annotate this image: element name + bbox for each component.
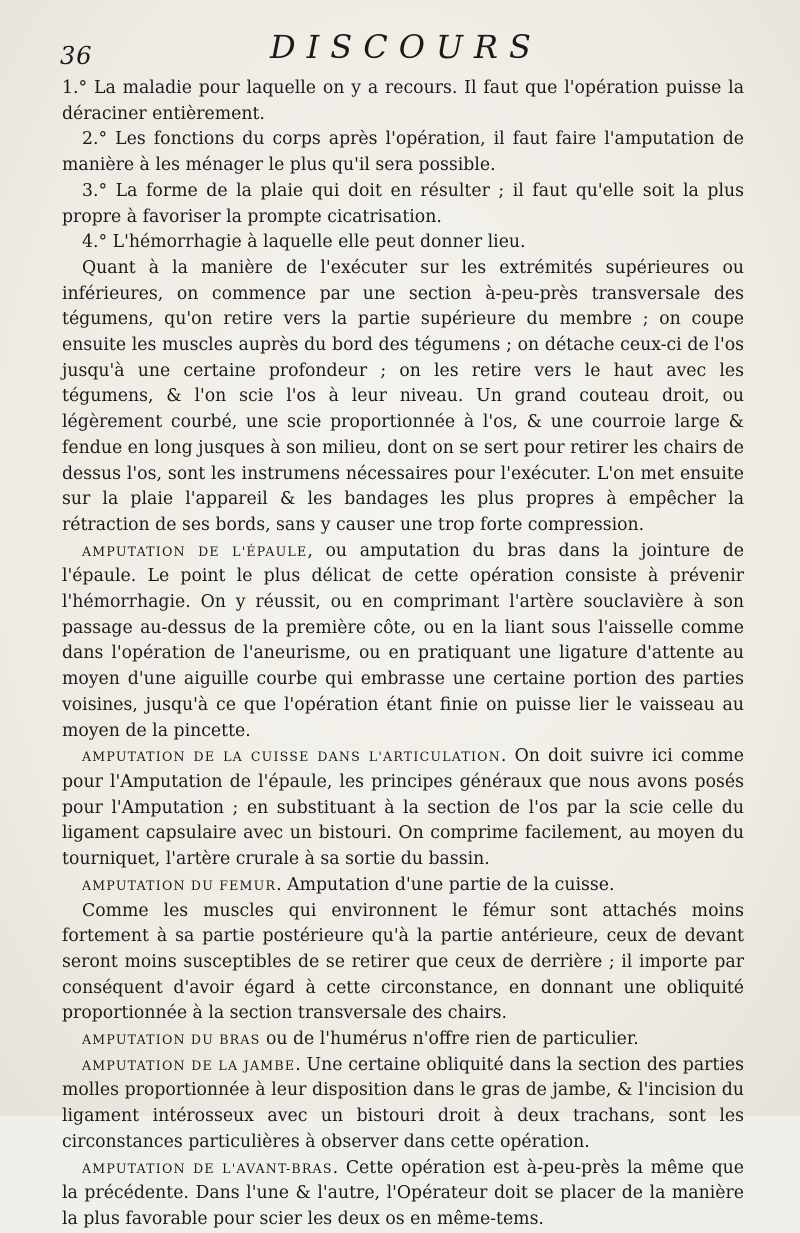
section-heading: AMPUTATION DE L'ÉPAULE (82, 543, 308, 559)
paragraph (62, 744, 744, 873)
paragraph-text: . Une certaine obliquité dans la section des parties molles proportionnée à leur disposition dans le gras de jambe, & l'incision du ligament intérosseux avec un bistouri droit à deux trachans, sont les circonstances particulières à observer dans cette opération. (62, 1054, 744, 1152)
paragraph-text: 4.° L'hémorrhagie à laquelle elle peut donner lieu. (82, 232, 526, 253)
paragraph-text: 1.° La maladie pour laquelle on y a recours. Il faut que l'opération puisse la déraciner entièrement. (62, 78, 744, 124)
paragraph (62, 899, 744, 1028)
paragraph (62, 179, 744, 230)
paragraph-text: Comme les muscles qui environnent le fémur sont attachés moins fortement à sa partie postérieure qu'à la partie antérieure, ceux de devant seront moins susceptibles de se retirer que ceux de derrière ; il importe par conséquent d'avoir égard à cette circonstance, en donnant une obliquité proportionnée à la section transversale des chairs. (62, 900, 744, 1024)
section-heading: AMPUTATION DE L'AVANT-BRAS (82, 1160, 333, 1176)
body-text (62, 76, 744, 1233)
paragraph-text: 3.° La forme de la plaie qui doit en résulter ; il faut qu'elle soit la plus propre à favoriser la prompte cicatrisation. (62, 180, 744, 227)
page-number: 36 (60, 42, 93, 70)
paragraph-text: . On doit suivre ici comme pour l'Amputation de l'épaule, les principes généraux que nous avons posés pour l'Amputation ; en substituant à la section de l'os par la scie celle du ligament capsulaire avec un bistouri. On comprime facilement, au moyen du tourniquet, l'artère crurale à sa sortie du bassin. (62, 746, 744, 870)
paragraph (62, 539, 744, 745)
paragraph (62, 1053, 744, 1156)
paragraph (62, 1027, 744, 1053)
paragraph (62, 873, 744, 899)
running-head: DISCOURS (270, 28, 542, 66)
paragraph (62, 230, 744, 256)
paragraph-text: 2.° Les fonctions du corps après l'opération, il faut faire l'amputation de manière à les ménager le plus qu'il sera possible. (62, 129, 744, 176)
paragraph-text: . Cette opération est à-peu-près la même que la précédente. Dans l'une & l'autre, l'Opérateur doit se placer de la manière la plus favorable pour scier les deux os en même-tems. (62, 1157, 744, 1229)
paragraph (62, 127, 744, 178)
section-heading: AMPUTATION DU FEMUR (82, 877, 277, 893)
paragraph-text: ou de l'humérus n'offre rien de particulier. (260, 1029, 639, 1050)
paragraph-text: , ou amputation du bras dans la jointure de l'épaule. Le point le plus délicat de cette opération consiste à prévenir l'hémorrhagie. On y réussit, ou en comprimant l'artère souclavière à son passage au-dessus de la première côte, ou en la liant sous l'aisselle comme dans l'opération de l'aneurisme, ou en pratiquant une ligature d'attente au moyen d'une aiguille courbe qui embrasse une certaine portion des parties voisines, jusqu'à ce que l'opération étant finie on puisse lier le vaisseau au moyen de la pincette. (62, 540, 744, 741)
section-heading: AMPUTATION DE LA JAMBE (82, 1057, 296, 1073)
section-heading: AMPUTATION DE LA CUISSE DANS L'ARTICULATION (82, 749, 501, 765)
paragraph-text: Quant à la manière de l'exécuter sur les extrémités supérieures ou inférieures, on commence par une section à-peu-près transversale des tégumens, qu'on retire vers la partie supérieure du membre ; on coupe ensuite les muscles auprès du bord des tégumens ; on détache ceux-ci de l'os jusqu'à une certaine profondeur ; on les retire vers le haut avec les tégumens, & l'on scie l'os à leur niveau. Un grand couteau droit, ou légèrement courbé, une scie proportionnée à l'os, & une courroie large & fendue en long jusques à son milieu, dont on se sert pour retirer les chairs de dessus l'os, sont les instrumens nécessaires pour l'exécuter. L'on met ensuite sur la plaie l'appareil & les bandages les plus propres à empêcher la rétraction de ses bords, sans y causer une trop forte compression. (62, 257, 744, 535)
paragraph-text: . Amputation d'une partie de la cuisse. (276, 874, 615, 895)
section-heading: AMPUTATION DU BRAS (82, 1032, 261, 1048)
paragraph (62, 76, 744, 127)
paragraph (62, 1156, 744, 1233)
paragraph (62, 256, 744, 539)
